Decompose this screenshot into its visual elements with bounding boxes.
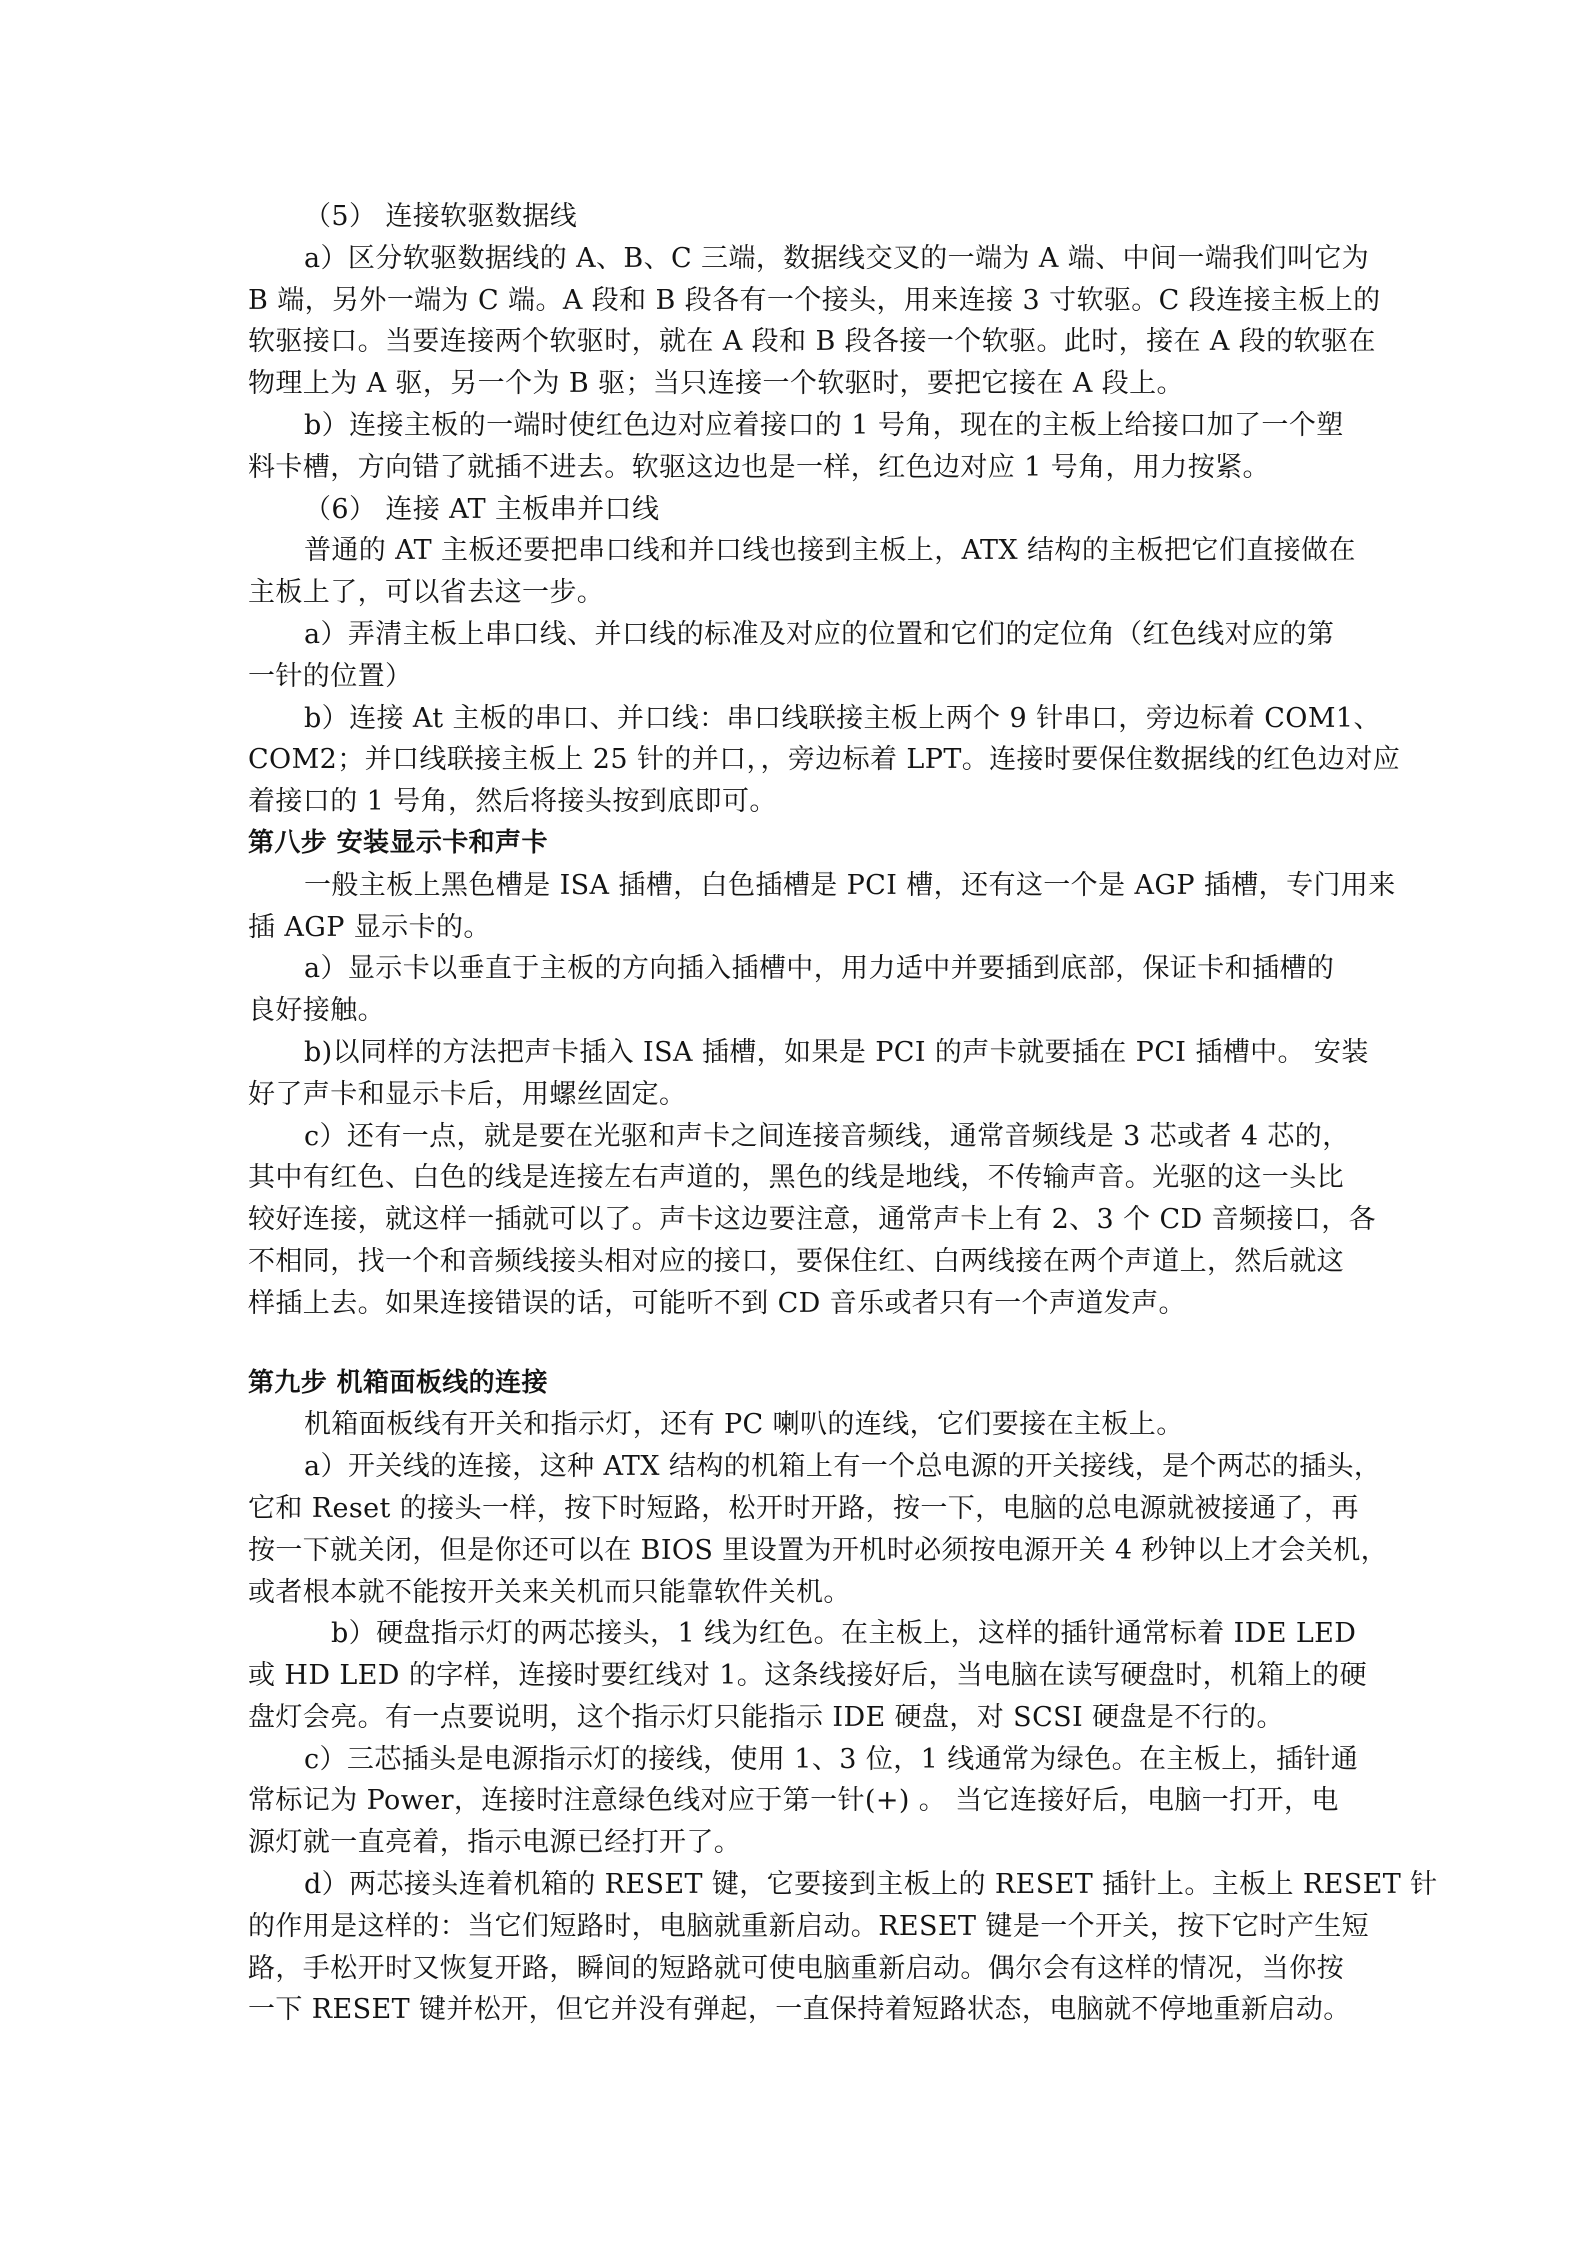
section-6-paragraph-a [248,614,1356,698]
text-line: 料卡槽，方向错了就插不进去。软驱这边也是一样，红色边对应 1 号角，用力按紧。 [248,451,1270,483]
text-line: 机箱面板线有开关和指示灯，还有 PC 喇叭的连线，它们要接在主板上。 [304,1409,1184,1441]
text-line: b）硬盘指示灯的两芯接头，1 线为红色。在主板上，这样的插针通常标着 IDE LED [331,1618,1357,1650]
step-9-intro [248,1404,1356,1446]
text-line: 良好接触。 [248,995,385,1027]
text-line: b)以同样的方法把声卡插入 ISA 插槽，如果是 PCI 的声卡就要插在 PCI 插槽中。 安装 [304,1036,1369,1068]
text-line: 一下 RESET 键并松开，但它并没有弹起，一直保持着短路状态，电脑就不停地重新启动。 [248,1994,1351,2026]
step-9-paragraph-a [248,1446,1389,1613]
text-line: d）两芯接头连着机箱的 RESET 键，它要接到主板上的 RESET 插针上。主板上 RESET 针 [304,1869,1438,1901]
step-9-paragraph-c [248,1739,1359,1864]
text-line: c）还有一点，就是要在光驱和声卡之间连接音频线，通常音频线是 3 芯或者 4 芯的， [304,1120,1350,1152]
step-8-intro [248,865,1396,949]
text-line: B 端，另外一端为 C 端。A 段和 B 段各有一个接头，用来连接 3 寸软驱。C 段连接主板上的 [248,284,1381,316]
text-line: 插 AGP 显示卡的。 [248,911,491,943]
text-line: 其中有红色、白色的线是连接左右声道的，黑色的线是地线，不传输声音。光驱的这一头比 [248,1162,1344,1194]
text-line: 或 HD LED 的字样，连接时要红线对 1。这条线接好后，当电脑在读写硬盘时，机箱上的硬 [248,1660,1367,1692]
text-line: 源灯就一直亮着，指示电源已经打开了。 [248,1827,742,1859]
text-line: 路，手松开时又恢复开路，瞬间的短路就可使电脑重新启动。偶尔会有这样的情况，当你按 [248,1952,1344,1984]
text-line: 主板上了，可以省去这一步。 [248,577,605,609]
text-line: 不相同，找一个和音频线接头相对应的接口，要保住红、白两线接在两个声道上，然后就这 [248,1245,1344,1277]
text-line: 物理上为 A 驱，另一个为 B 驱；当只连接一个软驱时，要把它接在 A 段上。 [248,368,1184,400]
section-5-title: （5） 连接软驱数据线 [304,201,578,232]
text-line: a）区分软驱数据线的 A、B、C 三端，数据线交叉的一端为 A 端、中间一端我们叫它为 [304,242,1370,274]
text-line: 盘灯会亮。有一点要说明，这个指示灯只能指示 IDE 硬盘，对 SCSI 硬盘是不行的。 [248,1701,1284,1733]
document-page [248,196,1438,2031]
text-line: 好了声卡和显示卡后，用螺丝固定。 [248,1078,687,1110]
text-line: 普通的 AT 主板还要把串口线和并口线也接到主板上，ATX 结构的主板把它们直接做在 [304,535,1356,567]
text-line: 的作用是这样的：当它们短路时，电脑就重新启动。RESET 键是一个开关，按下它时产生短 [248,1910,1370,1942]
text-line: 软驱接口。当要连接两个软驱时，就在 A 段和 B 段各接一个软驱。此时，接在 A 段的软驱在 [248,326,1376,358]
text-line: COM2；并口线联接主板上 25 针的并口，，旁边标着 LPT。连接时要保住数据线的红色边对应 [248,744,1401,776]
step-8-paragraph-c [248,1116,1376,1325]
step-9-paragraph-b [248,1613,1367,1738]
step-8-heading: 第八步 安装显示卡和声卡 [248,827,548,858]
text-line: a）显示卡以垂直于主板的方向插入插槽中，用力适中并要插到底部，保证卡和插槽的 [304,953,1335,985]
text-line: a）开关线的连接，这种 ATX 结构的机箱上有一个总电源的开关接线，是个两芯的插头， [304,1451,1382,1483]
step-8-paragraph-a [248,948,1356,1032]
section-5-paragraph-b [248,405,1356,489]
text-line: 常标记为 Power，连接时注意绿色线对应于第一针(+) 。 当它连接好后，电脑一打开，电 [248,1785,1339,1817]
text-line: a）弄清主板上串口线、并口线的标准及对应的位置和它们的定位角（红色线对应的第 [304,618,1335,650]
section-6-intro [248,530,1356,614]
text-line: 它和 Reset 的接头一样，按下时短路，松开时开路，按一下，电脑的总电源就被接通了，再 [248,1492,1359,1524]
section-6-title: （6） 连接 AT 主板串并口线 [304,493,660,525]
text-line: 较好连接，就这样一插就可以了。声卡这边要注意，通常声卡上有 2、3 个 CD 音频接口，各 [248,1204,1376,1236]
text-line: 按一下就关闭，但是你还可以在 BIOS 里设置为开机时必须按电源开关 4 秒钟以上才会关机， [248,1534,1389,1566]
text-line: b）连接 At 主板的串口、并口线：串口线联接主板上两个 9 针串口，旁边标着 COM1、 [304,702,1381,734]
step-9-paragraph-d [248,1864,1438,2031]
text-line: b）连接主板的一端时使红色边对应着接口的 1 号角，现在的主板上给接口加了一个塑 [304,409,1344,441]
text-line: 样插上去。如果连接错误的话，可能听不到 CD 音乐或者只有一个声道发声。 [248,1287,1186,1319]
blank-space [248,1325,1356,1363]
text-line: 着接口的 1 号角，然后将接头按到底即可。 [248,786,777,818]
text-line: 一般主板上黑色槽是 ISA 插槽，白色插槽是 PCI 槽，还有这一个是 AGP 插槽，专门用来 [304,869,1396,901]
step-8-paragraph-b [248,1032,1369,1116]
text-line: 一针的位置） [248,660,413,692]
text-line: c）三芯插头是电源指示灯的接线，使用 1、3 位，1 线通常为绿色。在主板上，插针通 [304,1743,1359,1775]
text-line: 或者根本就不能按开关来关机而只能靠软件关机。 [248,1576,851,1608]
section-5-paragraph-a [248,238,1381,405]
step-9-heading: 第九步 机箱面板线的连接 [248,1367,548,1398]
section-6-paragraph-b [248,698,1401,823]
